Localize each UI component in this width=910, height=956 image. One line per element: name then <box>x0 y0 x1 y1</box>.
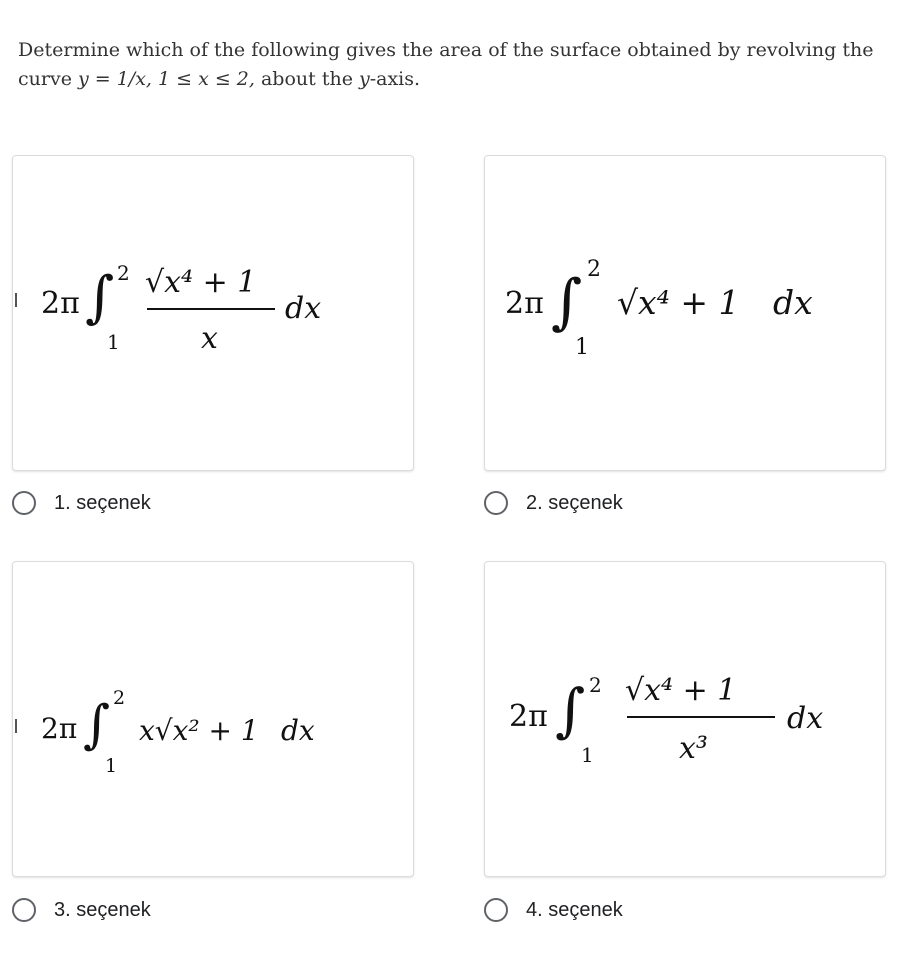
denominator: x <box>201 321 218 356</box>
lower-limit: 1 <box>105 755 118 777</box>
question-line-1: Determine which of the following gives the area of the surface obtained by revolving the <box>18 39 874 61</box>
option-3-formula <box>13 562 413 876</box>
question-text <box>18 36 888 94</box>
lower-limit: 1 <box>107 330 120 354</box>
question-line-2 <box>18 65 888 94</box>
integral-sign-icon: ∫ <box>85 265 115 330</box>
differential: dx <box>787 701 824 736</box>
integral-sign-icon: ∫ <box>551 267 583 337</box>
option-3-image-card[interactable] <box>12 561 414 877</box>
formula-coef: 2π <box>509 699 548 734</box>
option-1-label: 1. seçenek <box>54 491 151 514</box>
option-2-radio-choice[interactable] <box>484 487 623 519</box>
question-line-2-prefix: curve <box>18 68 78 90</box>
numerator: √x⁴ + 1 <box>625 673 737 708</box>
question-equation: y = 1/x, 1 ≤ x ≤ 2, <box>77 68 255 90</box>
integrand: x√x² + 1 <box>139 714 259 747</box>
formula-coef: 2π <box>505 286 544 321</box>
option-2-radio-button[interactable] <box>484 491 508 515</box>
differential: dx <box>285 291 322 326</box>
question-line-2-suffix: -axis. <box>369 68 421 90</box>
option-3-label: 3. seçenek <box>54 898 151 921</box>
option-4-radio-choice[interactable] <box>484 894 623 926</box>
option-1-image-card[interactable] <box>12 155 414 471</box>
upper-limit: 2 <box>117 261 130 285</box>
option-1-formula <box>13 156 413 470</box>
upper-limit: 2 <box>589 673 602 697</box>
cursor-mark <box>15 719 17 733</box>
differential: dx <box>281 714 315 747</box>
option-4-radio-button[interactable] <box>484 898 508 922</box>
cursor-mark <box>15 293 17 307</box>
lower-limit: 1 <box>575 335 589 360</box>
integral-sign-icon: ∫ <box>83 695 111 755</box>
option-1-radio-button[interactable] <box>12 491 36 515</box>
option-2-formula <box>485 156 885 470</box>
question-line-2-mid: about the <box>254 68 359 90</box>
option-2-label: 2. seçenek <box>526 491 623 514</box>
lower-limit: 1 <box>581 743 594 767</box>
option-4-image-card[interactable] <box>484 561 886 877</box>
numerator: √x⁴ + 1 <box>145 265 257 300</box>
integral-sign-icon: ∫ <box>555 676 586 744</box>
option-3-radio-button[interactable] <box>12 898 36 922</box>
option-3-radio-choice[interactable] <box>12 894 151 926</box>
option-4-formula <box>485 562 885 876</box>
option-4-label: 4. seçenek <box>526 898 623 921</box>
formula-coef: 2π <box>41 286 80 321</box>
option-2-image-card[interactable] <box>484 155 886 471</box>
question-axis-var: y <box>358 68 370 90</box>
formula-coef: 2π <box>41 712 78 745</box>
upper-limit: 2 <box>587 257 601 282</box>
integrand: √x⁴ + 1 <box>617 283 740 322</box>
upper-limit: 2 <box>113 687 126 709</box>
option-1-radio-choice[interactable] <box>12 487 151 519</box>
denominator: x³ <box>679 731 708 766</box>
differential: dx <box>773 283 813 322</box>
